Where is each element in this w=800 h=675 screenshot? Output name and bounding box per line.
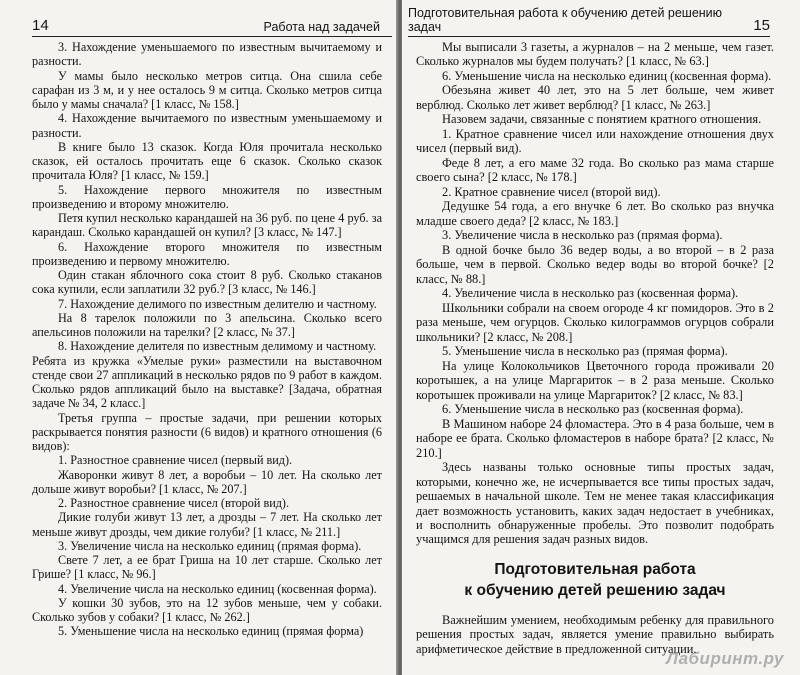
paragraph: В книге было 13 сказок. Когда Юля прочитала несколько сказок, ей осталось прочитать еще 6 сказок. Сколько сказок прочитала Юля? [1 класс, № 159.]	[32, 139, 382, 183]
paragraph: Дикие голуби живут 13 лет, а дрозды – 7 лет. На сколько лет меньше живут дрозды, чем дикие голуби? [1 класс, № 211.]	[32, 510, 382, 539]
paragraph: 8. Нахождение делителя по известным делимому и частному.	[58, 339, 377, 354]
right-page-header	[408, 6, 770, 34]
paragraph: 5. Уменьшение числа в несколько раз (прямая форма).	[442, 344, 728, 359]
paragraph: Обезьяна живет 40 лет, это на 5 лет больше, чем живет верблюд. Сколько лет живет верблюд? [1 класс, № 263.]	[416, 83, 774, 112]
paragraph: Феде 8 лет, а его маме 32 года. Во сколько раз мама старше своего сына? [2 класс, № 178.]	[416, 155, 774, 185]
left-page-body	[32, 40, 382, 639]
running-head: Подготовительная работа к обучению детей решению задач	[408, 6, 723, 34]
paragraph: Жаворонки живут 8 лет, а воробьи – 10 лет. На сколько лет дольше живут воробьи? [1 класс, № 207.]	[32, 467, 382, 496]
section-heading-line: к обучению детей решению задач	[464, 581, 726, 599]
right-page	[402, 0, 800, 675]
header-rule	[32, 36, 392, 37]
paragraph: 3. Увеличение числа в несколько раз (прямая форма).	[442, 228, 723, 243]
paragraph: На улице Колокольчиков Цветочного города проживали 20 коротышек, а на улице Маргариток – в 2 раза меньше. Сколько коротышек проживали на улице Маргариток? [2 класс, № 83.]	[416, 358, 774, 402]
paragraph: 1. Разностное сравнение чисел (первый вид).	[58, 453, 293, 468]
page-number: 15	[753, 17, 770, 34]
paragraph: Школьники собрали на своем огороде 4 кг помидоров. Это в 2 раза меньше, чем огурцов. Сколько килограммов огурцов собрали школьники? [2 класс, № 208.]	[416, 300, 774, 344]
page-number: 14	[32, 17, 49, 34]
paragraph: На 8 тарелок положили по 3 апельсина. Сколько всего апельсинов положили на тарелки? [2 класс, № 37.]	[32, 310, 382, 339]
paragraph: 6. Нахождение второго множителя по известным произведению и первому множителю.	[32, 239, 382, 268]
paragraph: В одной бочке было 36 ведер воды, а во второй – в 2 раза больше, чем в первой. Сколько ведер воды во второй бочке? [2 класс, № 88.]	[416, 242, 774, 286]
paragraph: 2. Кратное сравнение чисел (второй вид).	[442, 184, 661, 199]
paragraph: Важнейшим умением, необходимым ребенку для правильного решения простых задач, является умение правильно выбирать арифметическое действие в предложенной ситуации.	[416, 612, 774, 656]
paragraph: Петя купил несколько карандашей на 36 руб. по цене 4 руб. за карандаш. Сколько карандашей он купил? [3 класс, № 147.]	[32, 211, 382, 240]
paragraph: В Машином наборе 24 фломастера. Это в 4 раза больше, чем в наборе ее брата. Сколько фломастеров в наборе брата? [2 класс, № 210.]	[416, 416, 774, 460]
paragraph: 5. Нахождение первого множителя по известным произведению и второму множителю.	[32, 182, 382, 211]
paragraph: Свете 7 лет, а ее брат Гриша на 10 лет старше. Сколько лет Грише? [1 класс, № 96.]	[32, 553, 382, 582]
paragraph: Третья группа – простые задачи, при решении которых раскрывается понятия разности (6 видов) и кратного отношения (6 видов):	[32, 410, 382, 453]
left-page-header	[32, 12, 380, 34]
paragraph: Мы выписали 3 газеты, а журналов – на 2 меньше, чем газет. Сколько журналов мы будем получать? [1 класс, № 63.]	[416, 40, 774, 69]
paragraph: 4. Увеличение числа в несколько раз (косвенная форма).	[442, 286, 739, 301]
section-heading-line: Подготовительная работа	[494, 560, 696, 578]
paragraph: 7. Нахождение делимого по известным делителю и частному.	[58, 296, 377, 311]
paragraph: 2. Разностное сравнение чисел (второй вид).	[58, 496, 290, 510]
running-head: Работа над задачей	[263, 20, 380, 34]
paragraph: 3. Увеличение числа на несколько единиц (прямая форма).	[58, 538, 362, 553]
paragraph: Ребята из кружка «Умелые руки» разместили на выставочном стенде свои 27 аппликаций в несколько рядов по 9 работ в каждом. Сколько рядов аппликаций было на выставке? [Задача, обратная задаче № 34, 2 класс.]	[32, 353, 382, 411]
right-page-body	[416, 40, 774, 656]
section-heading	[416, 559, 774, 601]
watermark: Лабиринт.ру	[666, 649, 784, 668]
header-rule	[408, 36, 770, 37]
paragraph: 4. Нахождение вычитаемого по известным уменьшаемому и разности.	[32, 111, 382, 140]
paragraph: Дедушке 54 года, а его внучке 6 лет. Во сколько раз внучка младше своего деда? [2 класс, № 183.]	[416, 199, 774, 228]
paragraph: Назовем задачи, связанные с понятием кратного отношения.	[442, 112, 762, 127]
paragraph: 4. Увеличение числа на несколько единиц (косвенная форма).	[58, 581, 377, 596]
paragraph: 3. Нахождение уменьшаемого по известным вычитаемому и разности.	[32, 40, 382, 69]
paragraph: 6. Уменьшение числа в несколько раз (косвенная форма).	[442, 402, 744, 417]
paragraph: 6. Уменьшение числа на несколько единиц (косвенная форма).	[442, 68, 772, 83]
paragraph: 5. Уменьшение числа на несколько единиц (прямая форма)	[58, 624, 364, 639]
left-page	[0, 0, 398, 675]
paragraph: Один стакан яблочного сока стоит 8 руб. Сколько стаканов сока купили, если заплатили 32 руб.? [3 класс, № 146.]	[32, 268, 382, 297]
right-paragraphs	[416, 40, 774, 547]
paragraph: 1. Кратное сравнение чисел или нахождение отношения двух чисел (первый вид).	[416, 126, 774, 156]
paragraph: У мамы было несколько метров ситца. Она сшила себе сарафан из 3 м, и у нее осталось 9 м ситца. Сколько метров ситца было у мамы сначала? [1 класс, № 158.]	[32, 68, 382, 111]
paragraph: Здесь названы только основные типы простых задач, которыми, конечно же, не исчерпывается все типы простых задач, решаемых в начальной школе. Тем не менее такая классификация дает возможность установить, каких задач недостает в учебниках, и восполнить обнаруженные пробелы. Это позволит подобрать учащимся для решения задач разных видов.	[416, 460, 774, 547]
paragraph: У кошки 30 зубов, это на 12 зубов меньше, чем у собаки. Сколько зубов у собаки? [1 класс, № 262.]	[32, 595, 382, 624]
